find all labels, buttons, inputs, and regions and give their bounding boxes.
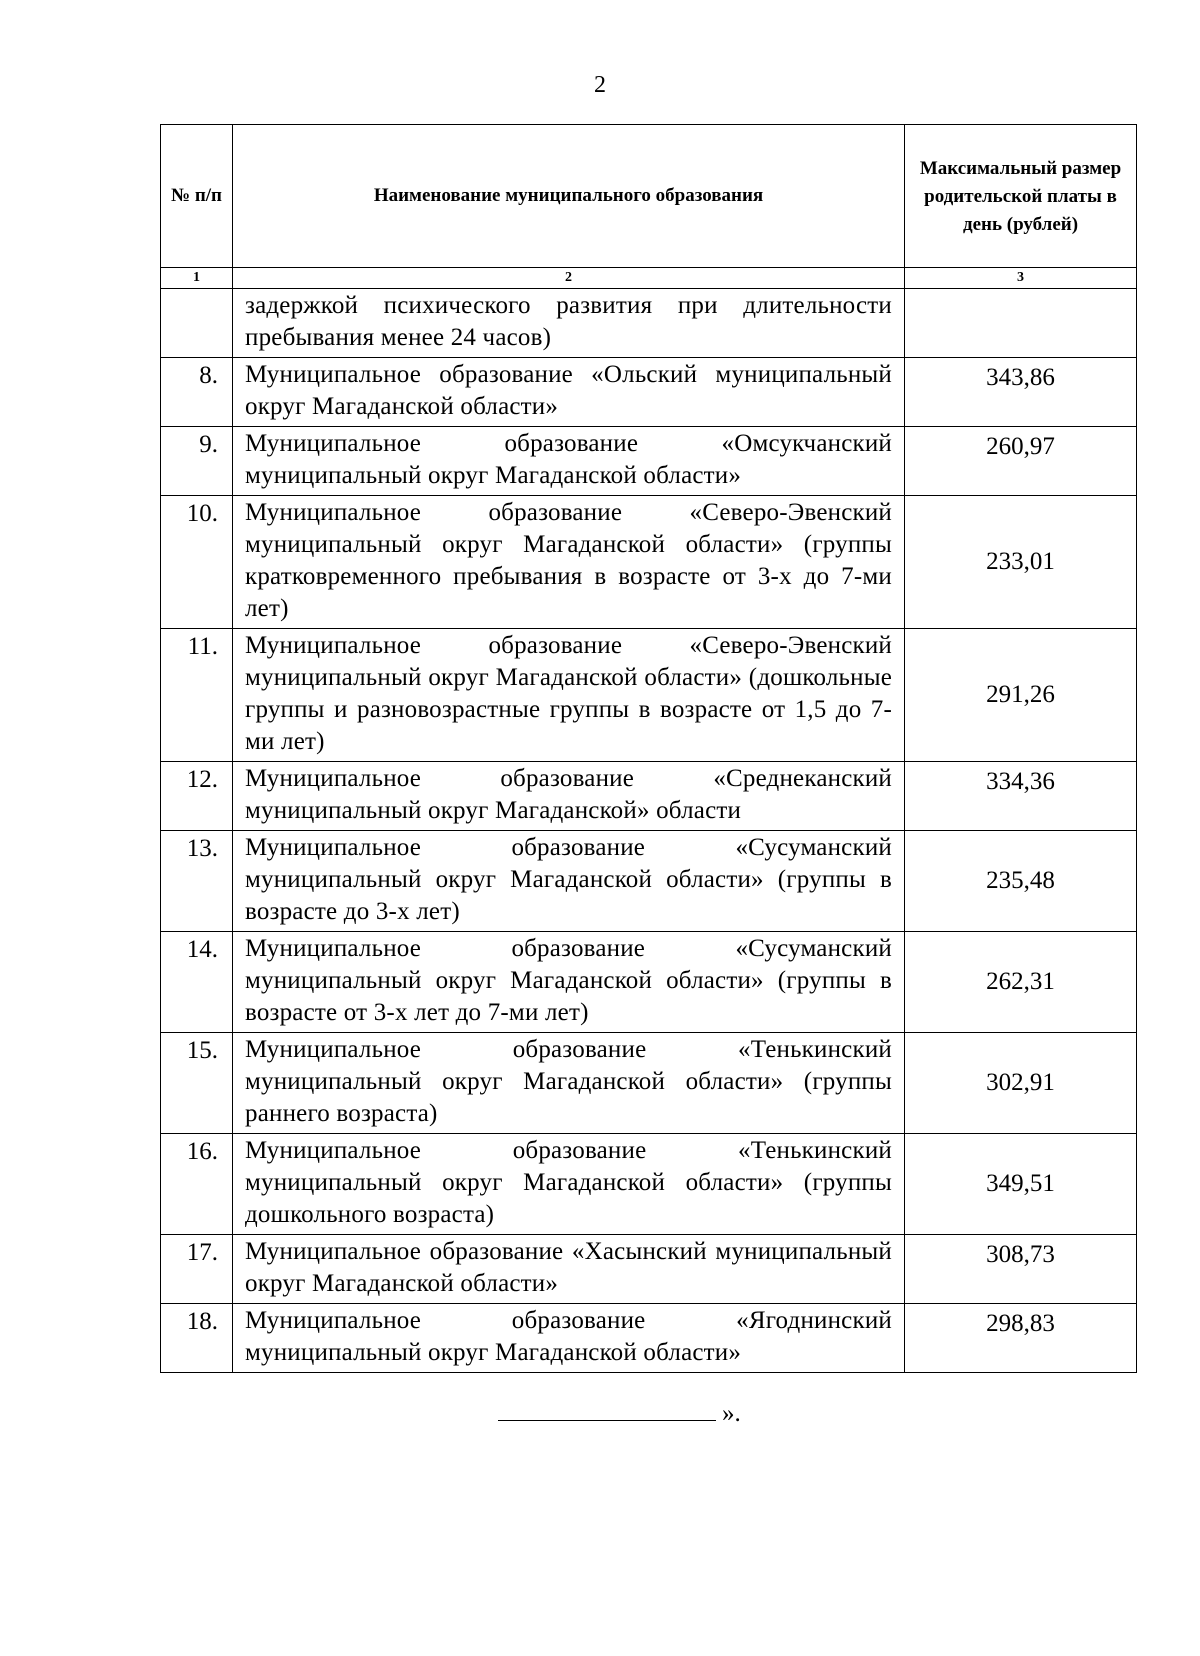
column-number: 1	[161, 268, 233, 289]
row-number: 15.	[161, 1033, 233, 1134]
max-fee-value: 291,26	[905, 629, 1137, 762]
row-number: 18.	[161, 1304, 233, 1373]
municipality-name: Муниципальное образование «Северо-Эвенский муниципальный округ Магаданской области» (группы кратковременного пребывания в возрасте от 3-х до 7-ми лет)	[233, 496, 905, 629]
municipality-name: Муниципальное образование «Хасынский муниципальный округ Магаданской области»	[233, 1235, 905, 1304]
table-row	[161, 762, 1137, 831]
table-row	[161, 1033, 1137, 1134]
row-number: 16.	[161, 1134, 233, 1235]
table-row	[161, 427, 1137, 496]
table-row	[161, 358, 1137, 427]
table-row	[161, 496, 1137, 629]
header-num: № п/п	[161, 125, 233, 268]
max-fee-value: 349,51	[905, 1134, 1137, 1235]
max-fee-value: 233,01	[905, 496, 1137, 629]
header-name: Наименование муниципального образования	[233, 125, 905, 268]
municipality-name: задержкой психического развития при длительности пребывания менее 24 часов)	[233, 289, 905, 358]
table-row	[161, 629, 1137, 762]
municipality-name: Муниципальное образование «Ольский муниципальный округ Магаданской области»	[233, 358, 905, 427]
closing-line	[498, 1398, 741, 1428]
municipality-name: Муниципальное образование «Северо-Эвенский муниципальный округ Магаданской области» (дошкольные группы и разновозрастные группы в возрасте от 1,5 до 7-ми лет)	[233, 629, 905, 762]
max-fee-value: 235,48	[905, 831, 1137, 932]
max-fee-value: 334,36	[905, 762, 1137, 831]
max-fee-value: 343,86	[905, 358, 1137, 427]
row-number: 11.	[161, 629, 233, 762]
table-row	[161, 1304, 1137, 1373]
row-number: 9.	[161, 427, 233, 496]
row-number: 8.	[161, 358, 233, 427]
max-fee-value: 262,31	[905, 932, 1137, 1033]
municipality-name: Муниципальное образование «Ягоднинский муниципальный округ Магаданской области»	[233, 1304, 905, 1373]
table-header-row	[161, 125, 1137, 268]
municipality-name: Муниципальное образование «Сусуманский муниципальный округ Магаданской области» (группы в возрасте от 3-х лет до 7-ми лет)	[233, 932, 905, 1033]
closing-quote: ».	[722, 1400, 741, 1427]
municipality-name: Муниципальное образование «Среднеканский муниципальный округ Магаданской» области	[233, 762, 905, 831]
row-number: 10.	[161, 496, 233, 629]
header-fee: Максимальный размер родительской платы в день (рублей)	[905, 125, 1137, 268]
parental-fee-table	[160, 124, 1137, 1373]
max-fee-value: 308,73	[905, 1235, 1137, 1304]
table-row	[161, 289, 1137, 358]
municipality-name: Муниципальное образование «Тенькинский муниципальный округ Магаданской области» (группы раннего возраста)	[233, 1033, 905, 1134]
municipality-name: Муниципальное образование «Омсукчанский муниципальный округ Магаданской области»	[233, 427, 905, 496]
page-number: 2	[594, 72, 606, 98]
row-number: 17.	[161, 1235, 233, 1304]
municipality-name: Муниципальное образование «Тенькинский муниципальный округ Магаданской области» (группы дошкольного возраста)	[233, 1134, 905, 1235]
column-number-row	[161, 268, 1137, 289]
table-row	[161, 1134, 1137, 1235]
max-fee-value	[905, 289, 1137, 358]
municipality-name: Муниципальное образование «Сусуманский муниципальный округ Магаданской области» (группы в возрасте до 3-х лет)	[233, 831, 905, 932]
table-row	[161, 1235, 1137, 1304]
row-number: 13.	[161, 831, 233, 932]
column-number: 3	[905, 268, 1137, 289]
row-number: 12.	[161, 762, 233, 831]
blank-line	[498, 1398, 716, 1421]
max-fee-value: 302,91	[905, 1033, 1137, 1134]
max-fee-value: 260,97	[905, 427, 1137, 496]
table-row	[161, 932, 1137, 1033]
column-number: 2	[233, 268, 905, 289]
row-number: 14.	[161, 932, 233, 1033]
row-number	[161, 289, 233, 358]
table-row	[161, 831, 1137, 932]
max-fee-value: 298,83	[905, 1304, 1137, 1373]
